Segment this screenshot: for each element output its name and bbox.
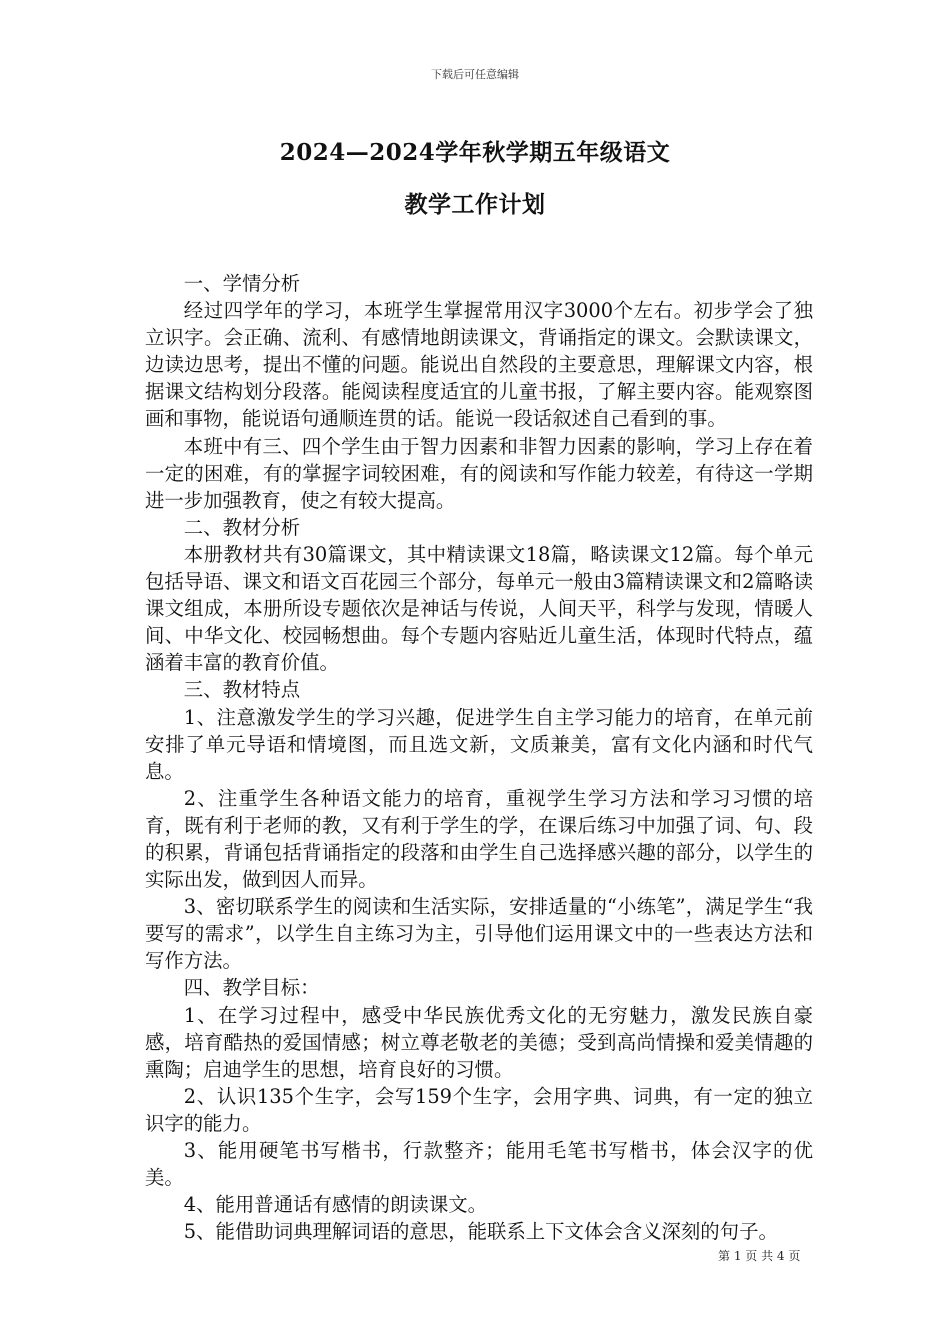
paragraph: 2、认识135个生字，会写159个生字，会用字典、词典，有一定的独立识字的能力。 xyxy=(145,1084,813,1135)
paragraph: 1、在学习过程中，感受中华民族优秀文化的无穷魅力，激发民族自豪感，培育酷热的爱国情感；树立尊老敬老的美德；受到高尚情操和爱美情趣的熏陶；启迪学生的思想，培育良好的习惯。 xyxy=(145,1003,813,1081)
section-heading: 四、教学目标： xyxy=(183,976,320,1000)
paragraph: 5、能借助词典理解词语的意思，能联系上下文体会含义深刻的句子。 xyxy=(183,1220,778,1244)
section-heading: 三、教材特点 xyxy=(183,678,301,702)
paragraph: 1、注意激发学生的学习兴趣，促进学生自主学习能力的培育，在单元前安排了单元导语和情境图，而且选文新，文质兼美，富有文化内涵和时代气息。 xyxy=(145,705,813,783)
paragraph: 本班中有三、四个学生由于智力因素和非智力因素的影响，学习上存在着一定的困难，有的掌握字词较困难，有的阅读和写作能力较差，有待这一学期进一步加强教育，使之有较大提高。 xyxy=(145,434,813,512)
paragraph: 经过四学年的学习，本班学生掌握常用汉字3000个左右。初步学会了独立识字。会正确、流利、有感情地朗读课文，背诵指定的课文。会默读课文，边读边思考，提出不懂的问题。能说出自然段的主要意思，理解课文内容，根据课文结构划分段落。能阅读程度适宜的儿童书报，了解主要内容。能观察图画和事物，能说语句通顺连贯的话。能说一段话叙述自己看到的事。 xyxy=(145,299,813,431)
paragraph: 2、注重学生各种语文能力的培育，重视学生学习方法和学习习惯的培育，既有利于老师的教，又有利于学生的学，在课后练习中加强了词、句、段的积累，背诵包括背诵指定的段落和由学生自己选择感兴趣的部分，以学生的实际出发，做到因人而异。 xyxy=(145,786,813,892)
page-number: 第 1 页 共 4 页 xyxy=(718,1249,801,1263)
document-title-line-2: 教学工作计划 xyxy=(404,191,546,218)
paragraph: 本册教材共有30篇课文，其中精读课文18篇，略读课文12篇。每个单元包括导语、课文和语文百花园三个部分，每单元一般由3篇精读课文和2篇略读课文组成，本册所设专题依次是神话与传说，人间天平，科学与发现，情暖人间、中华文化、校园畅想曲。每个专题内容贴近儿童生活，体现时代特点，蕴涵着丰富的教育价值。 xyxy=(145,542,813,675)
document-body xyxy=(145,270,813,1245)
page-header: 下载后可任意编辑 xyxy=(431,68,519,81)
paragraph: 3、能用硬笔书写楷书，行款整齐；能用毛笔书写楷书，体会汉字的优美。 xyxy=(145,1139,813,1190)
section-heading: 二、教材分析 xyxy=(183,515,301,539)
document-title-line-1: 2024—2024学年秋学期五年级语文 xyxy=(279,139,671,166)
section-heading: 一、学情分析 xyxy=(183,272,301,295)
paragraph: 3、密切联系学生的阅读和生活实际，安排适量的“小练笔”，满足学生“我要写的需求”，以学生自主练习为主，引导他们运用课文中的一些表达方法和写作方法。 xyxy=(145,895,813,973)
paragraph: 4、能用普通话有感情的朗读课文。 xyxy=(183,1193,487,1217)
